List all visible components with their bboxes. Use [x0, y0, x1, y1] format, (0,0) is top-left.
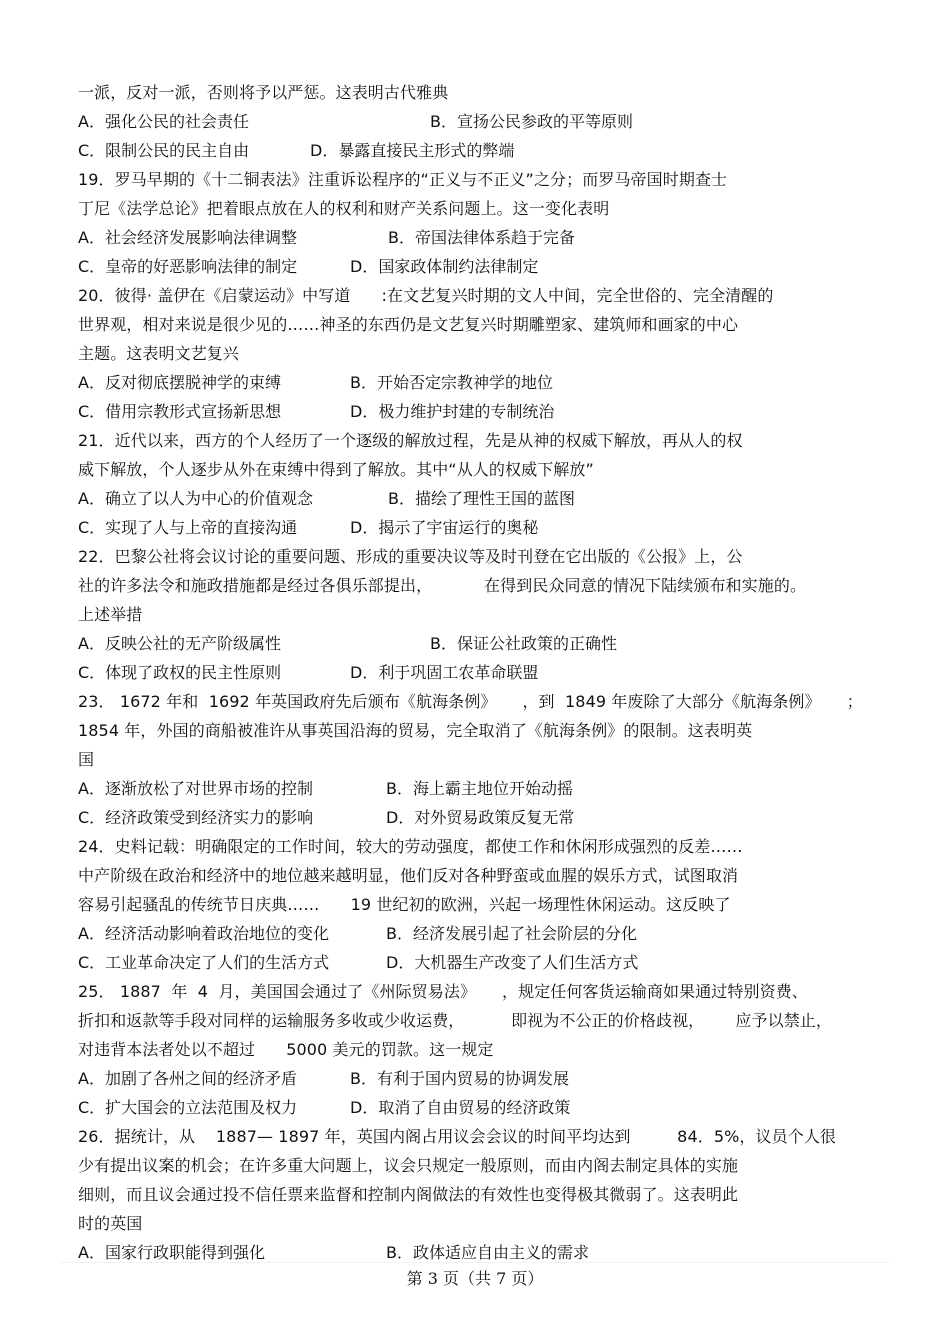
option-row	[78, 223, 878, 252]
question-stem-line: 少有提出议案的机会；在许多重大问题上，议会只规定一般原则，而由内阁去制定具体的实施	[78, 1156, 739, 1175]
option-row	[78, 397, 878, 426]
option-row	[78, 803, 878, 832]
option-c: C．体现了政权的民主性原则	[78, 663, 282, 682]
option-c: C．实现了人与上帝的直接沟通	[78, 518, 298, 537]
question-stem-line: 23． 1672 年和 1692 年英国政府先后颁布《航海条例》 ，到 1849 年废除了大部分《航海条例》 ；	[78, 692, 863, 711]
option-a: A．国家行政职能得到强化	[78, 1243, 265, 1262]
option-a: A．社会经济发展影响法律调整	[78, 228, 297, 247]
page-number: 第 3 页（共 7 页）	[406, 1269, 544, 1288]
question-stem-line: 21．近代以来，西方的个人经历了一个逐级的解放过程，先是从神的权威下解放，再从人的权	[78, 431, 743, 450]
question-stem-line: 25． 1887 年 4 月，美国国会通过了《州际贸易法》 ，规定任何客货运输商如果通过特别资费、	[78, 982, 808, 1001]
option-row	[78, 629, 878, 658]
option-b: B．宣扬公民参政的平等原则	[430, 112, 633, 131]
option-row	[78, 1064, 878, 1093]
question-stem-line: 22．巴黎公社将会议讨论的重要问题、形成的重要决议等及时刊登在它出版的《公报》上，公	[78, 547, 743, 566]
question-stem-line: 时的英国	[78, 1214, 143, 1233]
option-c: C．皇帝的好恶影响法律的制定	[78, 257, 298, 276]
question-19	[78, 165, 878, 281]
option-d: D．揭示了宇宙运行的奥秘	[350, 518, 539, 537]
option-b: B．帝国法律体系趋于完备	[388, 228, 575, 247]
question-23	[78, 687, 878, 832]
option-b: B．描绘了理性王国的蓝图	[388, 489, 575, 508]
question-25	[78, 977, 878, 1122]
question-stem-line: 国	[78, 750, 95, 769]
question-stem-line: 细则，而且议会通过投不信任票来监督和控制内阁做法的有效性也变得极其微弱了。这表明此	[78, 1185, 739, 1204]
page-content	[78, 78, 878, 1267]
question-stem-line: 世界观，相对来说是很少见的……神圣的东西仍是文艺复兴时期雕塑家、建筑师和画家的中心	[78, 315, 739, 334]
question-22	[78, 542, 878, 687]
question-stem-line: 一派，反对一派，否则将予以严惩。这表明古代雅典	[78, 83, 449, 102]
option-a: A．加剧了各州之间的经济矛盾	[78, 1069, 297, 1088]
option-row	[78, 368, 878, 397]
question-26	[78, 1122, 878, 1267]
question-stem-line: 主题。这表明文艺复兴	[78, 344, 240, 363]
option-a: A．经济活动影响着政治地位的变化	[78, 924, 329, 943]
option-b: B．经济发展引起了社会阶层的分化	[386, 924, 637, 943]
question-stem-line: 19．罗马早期的《十二铜表法》注重诉讼程序的“正义与不正义”之分；而罗马帝国时期查士	[78, 170, 728, 189]
option-row	[78, 136, 878, 165]
question-stem-line: 26．据统计，从 1887— 1897 年，英国内阁占用议会会议的时间平均达到 84．5%，议员个人很	[78, 1127, 837, 1146]
option-c: C．工业革命决定了人们的生活方式	[78, 953, 330, 972]
option-b: B．保证公社政策的正确性	[430, 634, 617, 653]
question-stem-line: 丁尼《法学总论》把着眼点放在人的权利和财产关系问题上。这一变化表明	[78, 199, 610, 218]
option-row	[78, 948, 878, 977]
question-stem-line: 24．史料记载：明确限定的工作时间，较大的劳动强度，都使工作和休闲形成强烈的反差……	[78, 837, 743, 856]
option-d: D．利于巩固工农革命联盟	[350, 663, 539, 682]
option-row	[78, 513, 878, 542]
option-c: C．借用宗教形式宣扬新思想	[78, 402, 282, 421]
option-row	[78, 107, 878, 136]
option-a: A．强化公民的社会责任	[78, 112, 249, 131]
question-stem-line: 折扣和返款等手段对同样的运输服务多收或少收运费， 即视为不公正的价格歧视， 应予以禁止，	[78, 1011, 832, 1030]
option-b: B．开始否定宗教神学的地位	[350, 373, 553, 392]
option-c: C．扩大国会的立法范围及权力	[78, 1098, 298, 1117]
option-d: D．对外贸易政策反复无常	[386, 808, 575, 827]
question-20	[78, 281, 878, 426]
question-stem-line: 威下解放，个人逐步从外在束缚中得到了解放。其中“从人的权威下解放”	[78, 460, 594, 479]
option-row	[78, 484, 878, 513]
option-row	[78, 774, 878, 803]
option-row	[78, 1093, 878, 1122]
option-d: D．取消了自由贸易的经济政策	[350, 1098, 571, 1117]
question-18-tail	[78, 78, 878, 165]
question-24	[78, 832, 878, 977]
option-d: D．暴露直接民主形式的弊端	[310, 141, 515, 160]
option-b: B．政体适应自由主义的需求	[386, 1243, 589, 1262]
option-a: A．反对彻底摆脱神学的束缚	[78, 373, 281, 392]
option-a: A．确立了以人为中心的价值观念	[78, 489, 313, 508]
option-d: D．大机器生产改变了人们生活方式	[386, 953, 639, 972]
footer-divider	[60, 1262, 890, 1263]
option-row	[78, 252, 878, 281]
option-d: D．极力维护封建的专制统治	[350, 402, 555, 421]
question-stem-line: 容易引起骚乱的传统节日庆典…… 19 世纪初的欧洲，兴起一场理性休闲运动。这反映了	[78, 895, 731, 914]
option-c: C．经济政策受到经济实力的影响	[78, 808, 314, 827]
question-stem-line: 1854 年，外国的商船被准许从事英国沿海的贸易，完全取消了《航海条例》的限制。这表明英	[78, 721, 753, 740]
option-d: D．国家政体制约法律制定	[350, 257, 539, 276]
option-b: B．海上霸主地位开始动摇	[386, 779, 573, 798]
question-stem-line: 社的许多法令和施政措施都是经过各俱乐部提出， 在得到民众同意的情况下陆续颁布和实施的。	[78, 576, 807, 595]
option-b: B．有利于国内贸易的协调发展	[350, 1069, 569, 1088]
option-row	[78, 658, 878, 687]
question-stem-line: 对违背本法者处以不超过 5000 美元的罚款。这一规定	[78, 1040, 494, 1059]
question-stem-line: 中产阶级在政治和经济中的地位越来越明显，他们反对各种野蛮或血腥的娱乐方式，试图取消	[78, 866, 739, 885]
question-stem-line: 20．彼得· 盖伊在《启蒙运动》中写道 :在文艺复兴时期的文人中间，完全世俗的、完全清醒的	[78, 286, 774, 305]
question-21	[78, 426, 878, 542]
question-stem-line: 上述举措	[78, 605, 143, 624]
option-a: A．逐渐放松了对世界市场的控制	[78, 779, 313, 798]
option-row	[78, 919, 878, 948]
option-c: C．限制公民的民主自由	[78, 141, 250, 160]
option-a: A．反映公社的无产阶级属性	[78, 634, 281, 653]
